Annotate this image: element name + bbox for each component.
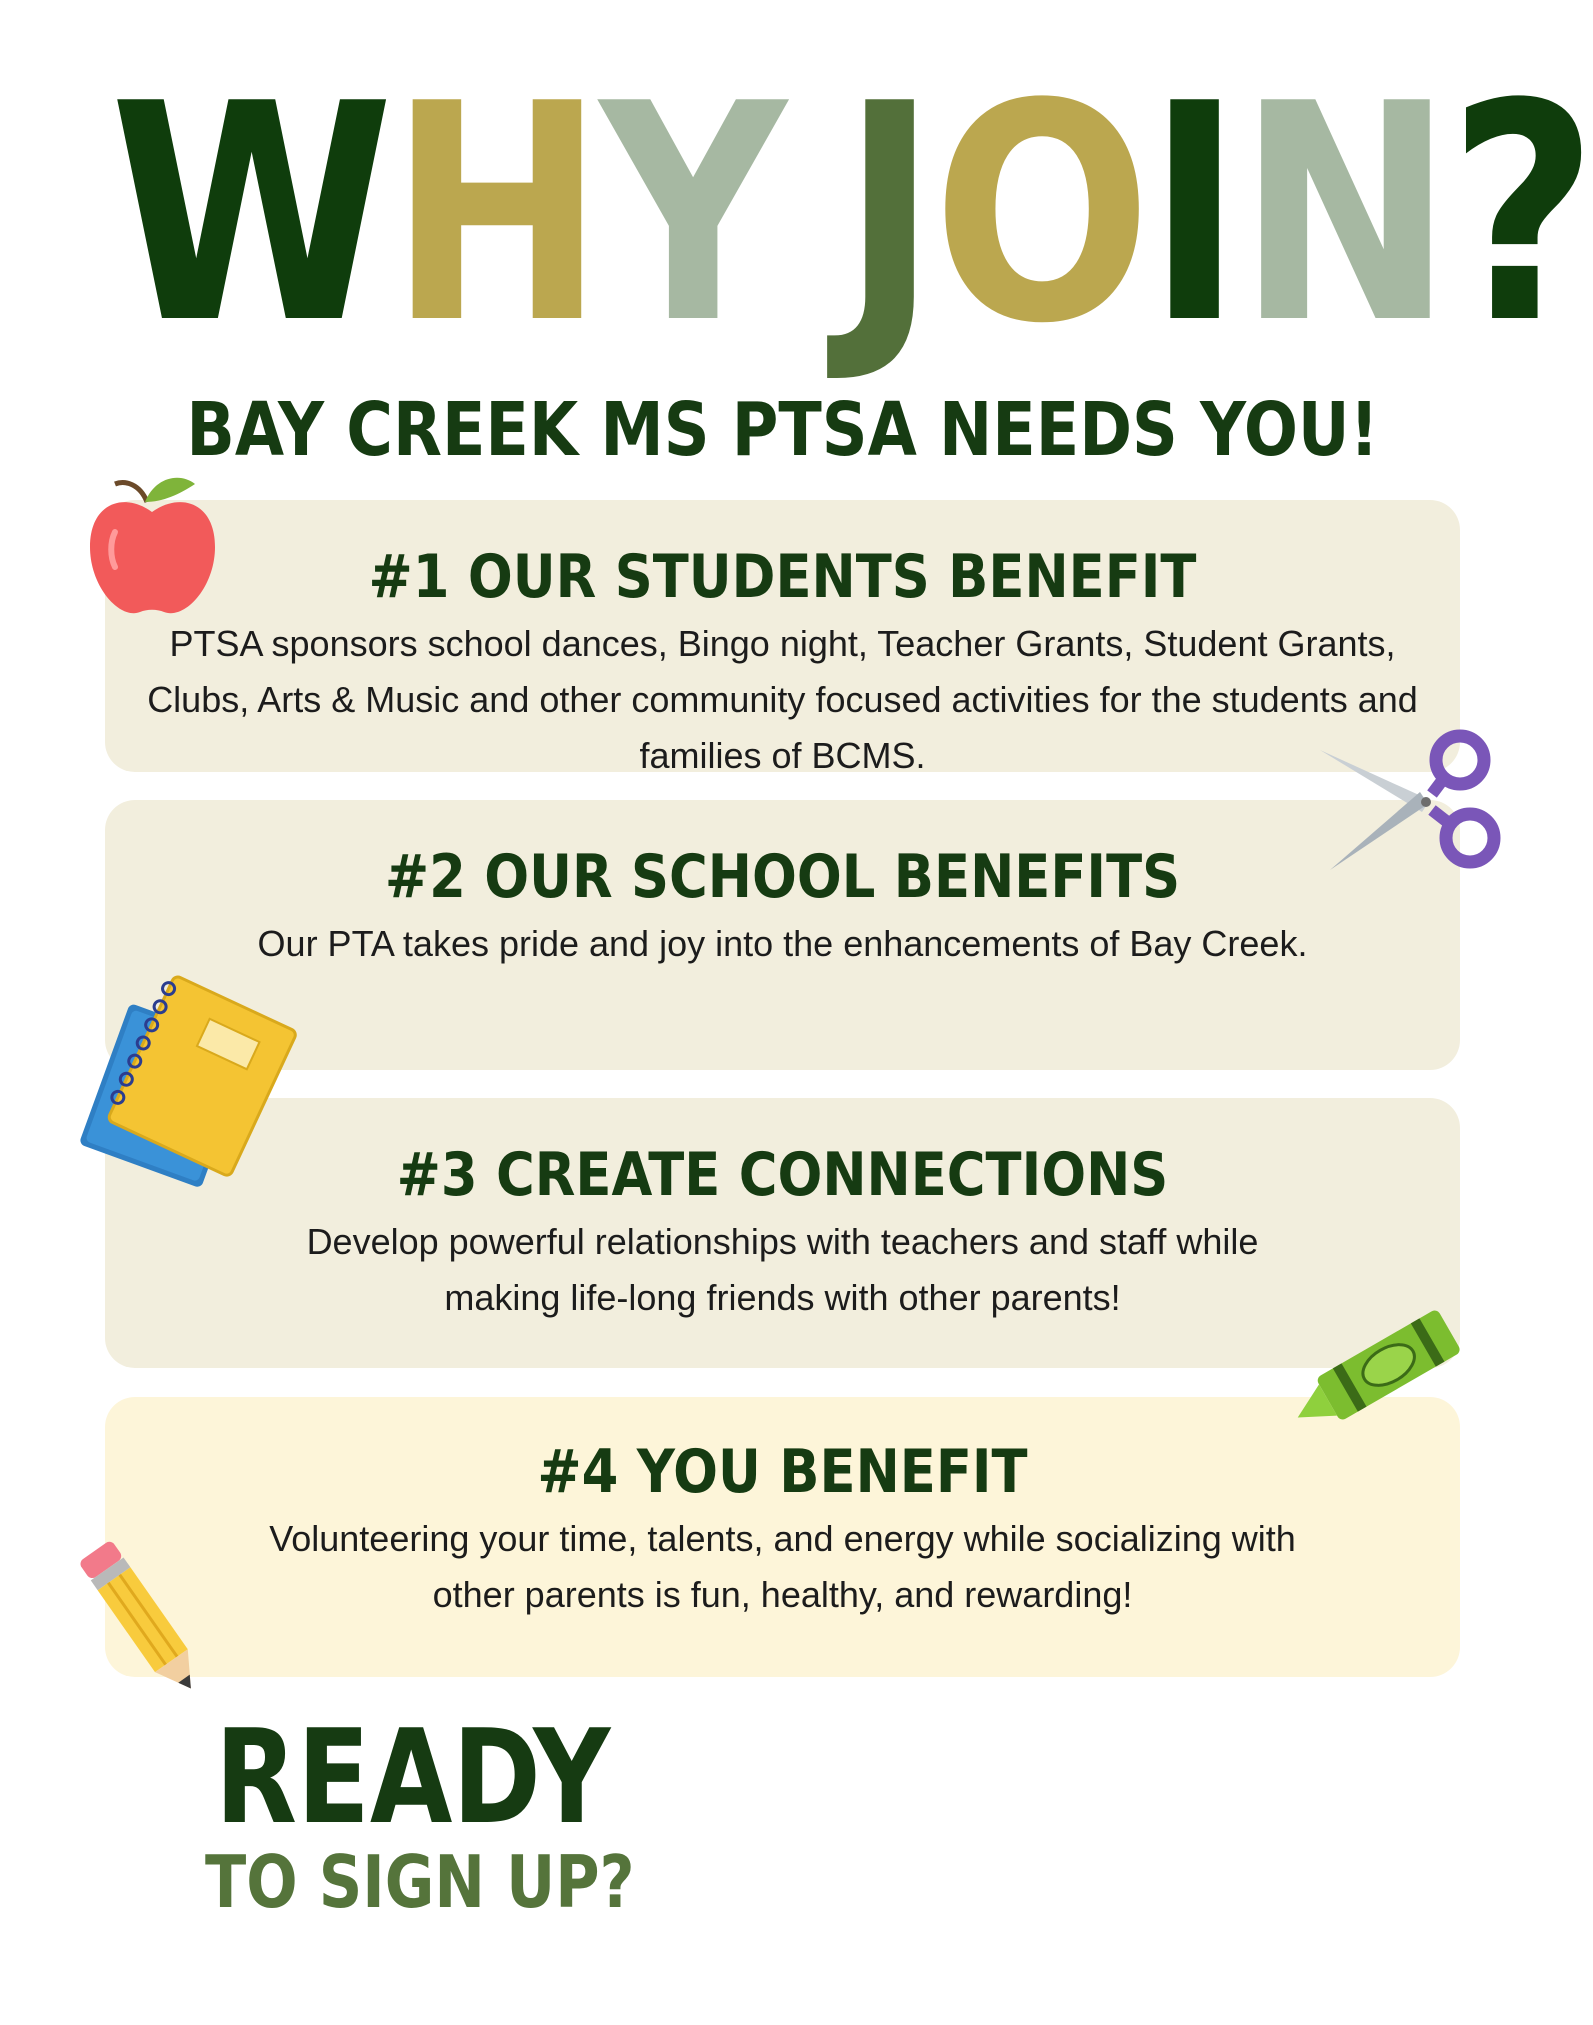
card-heading: #2 OUR SCHOOL BENEFITS xyxy=(384,842,1181,912)
ready-heading: READY xyxy=(215,1701,611,1853)
title-letter: Y xyxy=(599,40,782,389)
benefit-card-you xyxy=(105,1397,1460,1677)
title-letter: N xyxy=(1237,40,1449,389)
title-letter: W xyxy=(109,40,389,389)
subtitle: BAY CREEK MS PTSA NEEDS YOU! xyxy=(186,387,1379,473)
apple-icon xyxy=(85,472,220,622)
card-heading: #3 CREATE CONNECTIONS xyxy=(396,1140,1169,1210)
signup-prompt[interactable]: TO SIGN UP? xyxy=(205,1840,635,1924)
benefit-card-students xyxy=(105,500,1460,776)
card-heading: #4 YOU BENEFIT xyxy=(537,1437,1028,1507)
card-text: Develop powerful relationships with teachers and staff while making life-long friends with other parents! xyxy=(306,1221,1259,1318)
card-text: Our PTA takes pride and joy into the enhancements of Bay Creek. xyxy=(257,923,1308,964)
pencil-icon xyxy=(80,1535,210,1710)
card-text: Volunteering your time, talents, and energy while socializing with other parents is fun, healthy, and rewarding! xyxy=(269,1518,1296,1615)
card-heading: #1 OUR STUDENTS BENEFIT xyxy=(368,542,1197,612)
notebooks-icon xyxy=(80,975,295,1185)
title-letter: O xyxy=(932,40,1147,389)
benefit-card-school xyxy=(105,800,1460,1070)
page-title xyxy=(109,40,1593,389)
benefit-card-connections xyxy=(105,1098,1460,1368)
title-letter: I xyxy=(1146,40,1238,389)
title-letter: H xyxy=(388,40,600,389)
card-text: PTSA sponsors school dances, Bingo night, Teacher Grants, Student Grants, Clubs, Arts & Music and other community focused activities for the students and families of BCMS. xyxy=(147,623,1418,776)
crayon-icon xyxy=(1280,1300,1475,1435)
scissors-icon xyxy=(1310,720,1500,880)
title-letter: J xyxy=(841,40,933,389)
title-letter: ? xyxy=(1448,40,1593,389)
